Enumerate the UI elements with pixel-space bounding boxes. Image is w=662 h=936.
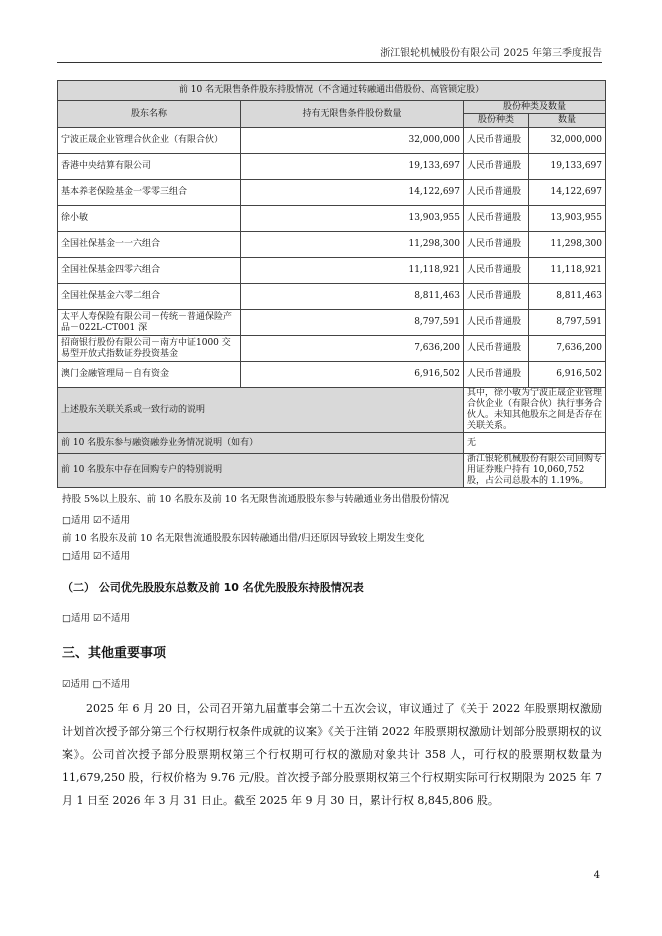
top10-holders-table [57, 80, 606, 488]
table-row [58, 310, 606, 336]
table-row [58, 232, 606, 258]
holder-share-count: 7,636,200 [529, 336, 606, 362]
holder-quantity: 7,636,200 [241, 336, 464, 362]
holder-quantity: 6,916,502 [241, 362, 464, 388]
header-divider [57, 62, 602, 63]
holder-name: 全国社保基金六零二组合 [58, 284, 241, 310]
change-options: □适用 ☑不适用 [62, 551, 131, 562]
header-share-count: 数量 [529, 114, 606, 128]
page-number: 4 [593, 870, 600, 881]
holder-share-type: 人民币普通股 [464, 206, 529, 232]
holder-share-count: 11,298,300 [529, 232, 606, 258]
change-title: 前 10 名股东及前 10 名无限售流通股股东因转融通出借/归还原因导致较上期发生变化 [62, 533, 425, 544]
header-share-type-group: 股份种类及数量 [464, 101, 606, 114]
holder-share-type: 人民币普通股 [464, 362, 529, 388]
table-row [58, 258, 606, 284]
holder-share-type: 人民币普通股 [464, 310, 529, 336]
table-row [58, 336, 606, 362]
section-other-matters-title: 三、其他重要事项 [62, 646, 167, 661]
lending-options: □适用 ☑不适用 [62, 515, 131, 526]
holder-quantity: 11,298,300 [241, 232, 464, 258]
report-header-title: 浙江银轮机械股份有限公司 2025 年第三季度报告 [380, 48, 602, 59]
header-share-type: 股份种类 [464, 114, 529, 128]
note-label-margin: 前 10 名股东参与融资融券业务情况说明（如有） [58, 433, 464, 454]
holder-name: 全国社保基金一一六组合 [58, 232, 241, 258]
holder-share-count: 14,122,697 [529, 180, 606, 206]
header-quantity: 持有无限售条件股份数量 [241, 101, 464, 128]
holder-share-type: 人民币普通股 [464, 258, 529, 284]
holder-name: 宁波正晟企业管理合伙企业（有限合伙） [58, 128, 241, 154]
holder-quantity: 11,118,921 [241, 258, 464, 284]
holder-quantity: 32,000,000 [241, 128, 464, 154]
holder-share-type: 人民币普通股 [464, 336, 529, 362]
table-row [58, 206, 606, 232]
holder-name: 徐小敏 [58, 206, 241, 232]
note-label-relation: 上述股东关联关系或一致行动的说明 [58, 388, 464, 433]
table-row [58, 362, 606, 388]
holder-share-type: 人民币普通股 [464, 180, 529, 206]
holder-share-count: 32,000,000 [529, 128, 606, 154]
table-title: 前 10 名无限售条件股东持股情况（不含通过转融通出借股份、高管锁定股） [58, 81, 606, 101]
holder-share-count: 6,916,502 [529, 362, 606, 388]
holder-name: 招商银行股份有限公司－南方中证1000 交易型开放式指数证券投资基金 [58, 336, 241, 362]
holder-share-type: 人民币普通股 [464, 284, 529, 310]
table-row [58, 284, 606, 310]
section-preferred-title: （二） 公司优先股股东总数及前 10 名优先股股东持股情况表 [62, 581, 364, 594]
holder-name: 基本养老保险基金一零零三组合 [58, 180, 241, 206]
holder-share-count: 8,797,591 [529, 310, 606, 336]
holder-quantity: 19,133,697 [241, 154, 464, 180]
note-label-repurchase: 前 10 名股东中存在回购专户的特别说明 [58, 454, 464, 488]
holder-name: 澳门金融管理局－自有资金 [58, 362, 241, 388]
holder-name: 香港中央结算有限公司 [58, 154, 241, 180]
holder-quantity: 8,811,463 [241, 284, 464, 310]
section-preferred-options: □适用 ☑不适用 [62, 613, 131, 624]
holder-share-type: 人民币普通股 [464, 232, 529, 258]
section-other-matters-options: ☑适用 □不适用 [62, 679, 131, 690]
holder-share-count: 19,133,697 [529, 154, 606, 180]
stock-option-paragraph: 2025 年 6 月 20 日，公司召开第九届董事会第二十五次会议，审议通过了《关于 2022 年股票期权激励计划首次授予部分第三个行权期行权条件成就的议案》《关于注销 2022 年股票期权激励计划部分股票期权的议案》。公司首次授予部分股票期权第三个行权期可行权的激励对象共计 358 人，可行权的股票期权数量为 11,679,250 股，行权价格为 9.76 元/股。首次授予部分股票期权第三个行权期实际可行权期限为 2025 年 7 月 1 日至 2026 年 3 月 31 日止。截至 2025 年 9 月 30 日，累计行权 8,845,806 股。 [62, 702, 602, 807]
note-value-repurchase: 浙江银轮机械股份有限公司回购专用证券账户持有 10,060,752 股，占公司总股本的 1.19%。 [464, 454, 606, 488]
holder-share-type: 人民币普通股 [464, 154, 529, 180]
note-value-relation: 其中，徐小敏为宁波正晟企业管理合伙企业（有限合伙）执行事务合伙人。未知其他股东之间是否存在关联关系。 [464, 388, 606, 433]
holder-quantity: 13,903,955 [241, 206, 464, 232]
holder-share-count: 11,118,921 [529, 258, 606, 284]
note-value-margin: 无 [464, 433, 606, 454]
table-row [58, 154, 606, 180]
holder-share-count: 13,903,955 [529, 206, 606, 232]
holder-share-type: 人民币普通股 [464, 128, 529, 154]
lending-title: 持股 5%以上股东、前 10 名股东及前 10 名无限售流通股股东参与转融通业务出借股份情况 [62, 494, 449, 505]
holder-share-count: 8,811,463 [529, 284, 606, 310]
holder-quantity: 8,797,591 [241, 310, 464, 336]
table-row [58, 128, 606, 154]
header-holder-name: 股东名称 [58, 101, 241, 128]
table-row [58, 180, 606, 206]
holder-name: 太平人寿保险有限公司－传统－普通保险产品－022L-CT001 深 [58, 310, 241, 336]
holder-quantity: 14,122,697 [241, 180, 464, 206]
holder-name: 全国社保基金四零六组合 [58, 258, 241, 284]
